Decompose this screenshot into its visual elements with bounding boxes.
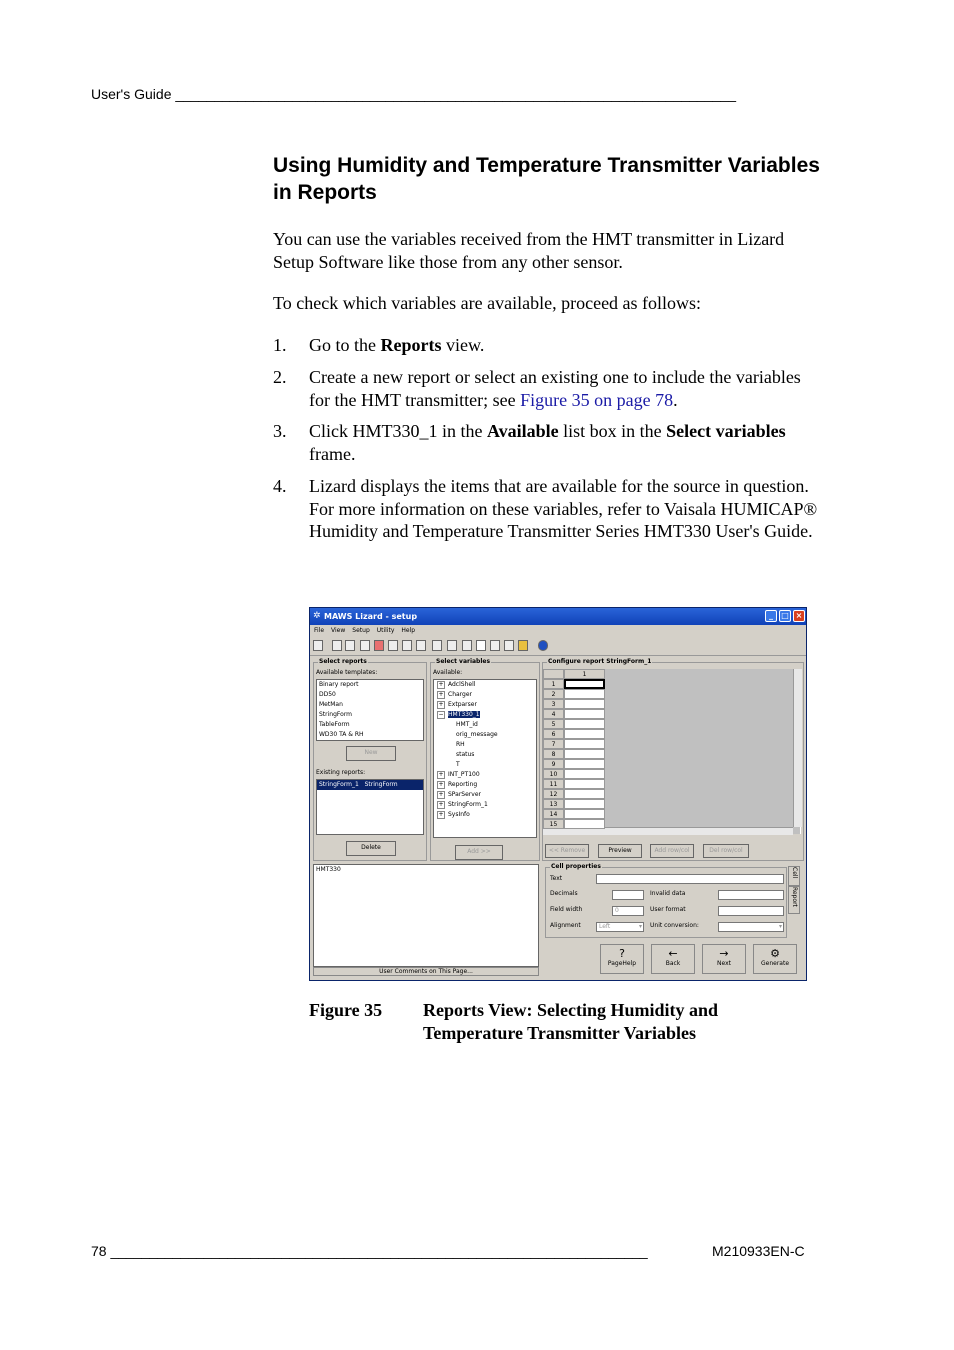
lizard-window — [309, 607, 807, 981]
templates-label: Available templates: — [316, 669, 378, 676]
select-variables-frame — [430, 658, 540, 861]
user-format-label: User format — [650, 906, 686, 913]
list-item[interactable]: Binary report — [319, 681, 359, 688]
grid-corner — [543, 669, 564, 679]
tree-item-label: RH — [456, 741, 465, 748]
menu-view[interactable]: View — [331, 627, 346, 634]
expand-icon[interactable]: + — [438, 801, 444, 808]
close-button[interactable]: × — [793, 610, 805, 622]
toolbar-button[interactable] — [345, 640, 355, 651]
toolbar-button[interactable] — [360, 640, 370, 651]
expand-icon[interactable]: + — [438, 691, 444, 698]
header-title: User's Guide — [91, 86, 172, 102]
tree-item[interactable] — [434, 770, 536, 780]
alignment-select[interactable]: Left ▾ — [596, 922, 644, 932]
tree-item-label: INT_PT100 — [448, 771, 480, 778]
arrow-left-icon: ← — [668, 947, 678, 960]
menu-setup[interactable]: Setup — [352, 627, 370, 634]
row-header[interactable]: 12 — [543, 789, 564, 799]
tree-item[interactable] — [434, 790, 536, 800]
remove-button[interactable]: << Remove — [545, 844, 589, 858]
header-rule: ________________________________________________________________________ — [175, 86, 736, 102]
list-item[interactable]: StringForm_1 StringForm — [317, 780, 423, 790]
tree-item-label: SParServer — [448, 791, 481, 798]
tree-item-label: orig_message — [456, 731, 498, 738]
toolbar-button[interactable] — [374, 640, 384, 651]
figure-title: Reports View: Selecting Humidity and Temperature Transmitter Variables — [423, 1000, 718, 1043]
row-header[interactable]: 11 — [543, 779, 564, 789]
tab-cell[interactable]: Cell — [788, 866, 800, 886]
new-button[interactable]: New — [346, 746, 396, 761]
toolbar-button[interactable] — [504, 640, 514, 651]
tree-item-label: Extparser — [448, 701, 477, 708]
grid-cell[interactable] — [564, 729, 605, 739]
add-row-col-button[interactable]: Add row/col — [650, 844, 694, 858]
existing-label: Existing reports: — [316, 769, 366, 776]
help-icon: ? — [619, 947, 625, 960]
decimals-field[interactable] — [612, 890, 644, 900]
grid-cell[interactable] — [564, 769, 605, 779]
tree-item-label: Charger — [448, 691, 472, 698]
tree-item[interactable] — [434, 810, 536, 820]
row-header[interactable]: 15 — [543, 819, 564, 829]
procedure-intro: To check which variables are available, proceed as follows: — [273, 293, 702, 313]
report-grid[interactable] — [543, 669, 801, 834]
window-title: MAWS Lizard - setup — [324, 612, 418, 621]
tree-item-label: Reporting — [448, 781, 478, 788]
expand-icon[interactable]: + — [438, 811, 444, 818]
tree-item[interactable] — [434, 680, 536, 690]
decimals-label: Decimals — [550, 890, 578, 897]
unit-conversion-label: Unit conversion: — [650, 922, 699, 929]
text-label: Text — [550, 875, 563, 882]
row-header[interactable]: 14 — [543, 809, 564, 819]
unit-conversion-select[interactable] — [718, 922, 784, 932]
page-footer — [91, 1243, 648, 1259]
grid-cell[interactable] — [564, 819, 605, 829]
field-width-field[interactable]: 0 — [612, 906, 644, 916]
tree-item[interactable] — [434, 780, 536, 790]
tree-item[interactable] — [434, 690, 536, 700]
expand-icon[interactable]: + — [438, 791, 444, 798]
maximize-button[interactable]: □ — [779, 610, 791, 622]
available-tree[interactable] — [433, 679, 537, 838]
grid-cell[interactable] — [564, 809, 605, 819]
add-button[interactable]: Add >> — [455, 845, 503, 860]
row-header[interactable]: 2 — [543, 689, 564, 699]
select-reports-frame — [313, 658, 427, 861]
toolbar-button[interactable] — [490, 640, 500, 651]
toolbar-button[interactable] — [416, 640, 426, 651]
preview-button[interactable]: Preview — [598, 844, 642, 858]
cell-properties-legend: Cell properties — [551, 863, 601, 870]
list-item[interactable]: StringForm — [319, 711, 353, 718]
expand-icon[interactable]: − — [438, 711, 444, 718]
grid-cell[interactable] — [564, 799, 605, 809]
toolbar-button[interactable] — [432, 640, 442, 651]
pagehelp-button[interactable]: ? PageHelp — [600, 944, 644, 974]
row-header[interactable]: 4 — [543, 709, 564, 719]
expand-icon[interactable]: + — [438, 681, 444, 688]
grid-cell[interactable] — [564, 739, 605, 749]
toolbar-button[interactable] — [447, 640, 457, 651]
page-number: 78 — [91, 1243, 107, 1259]
menu-help[interactable]: Help — [401, 627, 416, 634]
arrow-right-icon: → — [719, 947, 729, 960]
text-field[interactable] — [596, 874, 784, 884]
tree-item[interactable] — [434, 740, 536, 750]
grid-cell[interactable] — [564, 699, 605, 709]
vertical-scrollbar[interactable] — [793, 669, 802, 827]
window-titlebar — [310, 608, 806, 625]
tree-item-label: StringForm_1 — [448, 801, 488, 808]
chevron-down-icon: ▾ — [778, 923, 782, 930]
toolbar-button[interactable] — [402, 640, 412, 651]
list-item[interactable]: DD50 — [319, 691, 336, 698]
invalid-data-label: Invalid data — [650, 890, 686, 897]
figure-link[interactable]: Figure 35 on page 78 — [520, 389, 674, 410]
comments-text: HMT330 — [316, 866, 341, 873]
row-header[interactable]: 5 — [543, 719, 564, 729]
minimize-button[interactable]: _ — [765, 610, 777, 622]
section-heading: Using Humidity and Temperature Transmitter Variables in Reports — [273, 154, 820, 204]
tree-item[interactable] — [434, 710, 536, 720]
expand-icon[interactable]: + — [438, 781, 444, 788]
grid-empty-area — [605, 669, 800, 834]
cell-properties-frame — [545, 863, 787, 938]
comments-box[interactable] — [313, 864, 539, 967]
tree-item[interactable] — [434, 700, 536, 710]
app-icon: ✲ — [313, 611, 321, 621]
grid-cell[interactable] — [564, 679, 605, 689]
menu-utility[interactable]: Utility — [376, 627, 395, 634]
configure-report-frame — [542, 658, 804, 861]
tree-item[interactable] — [434, 730, 536, 740]
alignment-label: Alignment — [550, 922, 581, 929]
toolbar-button[interactable] — [313, 640, 323, 651]
tree-item-label: T — [456, 761, 460, 768]
tree-item[interactable] — [434, 750, 536, 760]
invalid-data-field[interactable] — [718, 890, 784, 900]
page-header — [91, 86, 736, 102]
field-width-label: Field width — [550, 906, 583, 913]
tree-item[interactable] — [434, 760, 536, 770]
user-format-field[interactable] — [718, 906, 784, 916]
tree-item-label: status — [456, 751, 475, 758]
toolbar-button[interactable] — [332, 640, 342, 651]
footer-rule: _____________________________________________________________________ — [110, 1243, 648, 1259]
delete-button[interactable]: Delete — [346, 841, 396, 856]
tree-item-label: HMT_id — [456, 721, 478, 728]
tree-item-label: HMT330_1 — [448, 711, 480, 718]
back-button[interactable]: ← Back — [651, 944, 695, 974]
expand-icon[interactable]: + — [438, 771, 444, 778]
list-item[interactable]: TableForm — [319, 721, 350, 728]
row-header[interactable]: 13 — [543, 799, 564, 809]
row-header[interactable]: 6 — [543, 729, 564, 739]
gears-icon: ⚙ — [770, 947, 780, 960]
toolbar-button[interactable] — [462, 640, 472, 651]
next-button[interactable]: → Next — [702, 944, 746, 974]
grid-cell[interactable] — [564, 789, 605, 799]
tree-item-label: SysInfo — [448, 811, 470, 818]
templates-list[interactable] — [316, 679, 424, 741]
select-reports-legend: Select reports — [319, 658, 367, 665]
comments-label[interactable]: User Comments on This Page... — [313, 967, 539, 976]
intro-paragraph: You can use the variables received from the HMT transmitter in Lizard Setup Software like those from any other sensor. — [273, 229, 785, 272]
existing-reports-list[interactable] — [316, 779, 424, 835]
configure-legend: Configure report StringForm_1 — [548, 658, 652, 665]
select-variables-legend: Select variables — [436, 658, 491, 665]
list-item[interactable]: MetMan — [319, 701, 343, 708]
grid-cell[interactable] — [564, 749, 605, 759]
row-header[interactable]: 9 — [543, 759, 564, 769]
row-header[interactable]: 10 — [543, 769, 564, 779]
info-icon[interactable] — [538, 640, 548, 651]
toolbar-button[interactable] — [476, 640, 486, 651]
tree-item[interactable] — [434, 800, 536, 810]
chevron-down-icon: ▾ — [638, 923, 642, 930]
grid-cell[interactable] — [564, 689, 605, 699]
tab-report[interactable]: Report — [788, 886, 800, 914]
document-id: M210933EN-C — [712, 1243, 805, 1259]
grid-cell[interactable] — [564, 759, 605, 769]
tree-item[interactable] — [434, 720, 536, 730]
grid-cell[interactable] — [564, 709, 605, 719]
grid-cell[interactable] — [564, 779, 605, 789]
generate-button[interactable]: ⚙ Generate — [753, 944, 797, 974]
column-header[interactable]: 1 — [564, 669, 605, 679]
toolbar-button[interactable] — [518, 640, 528, 651]
available-label: Available: — [433, 669, 463, 676]
row-header[interactable]: 3 — [543, 699, 564, 709]
list-item[interactable]: WD30 TA & RH — [319, 731, 364, 738]
grid-cell[interactable] — [564, 719, 605, 729]
expand-icon[interactable]: + — [438, 701, 444, 708]
figure-label: Figure 35 — [309, 1000, 383, 1020]
del-row-col-button[interactable]: Del row/col — [703, 844, 749, 858]
row-header[interactable]: 7 — [543, 739, 564, 749]
toolbar — [310, 637, 806, 656]
toolbar-button[interactable] — [388, 640, 398, 651]
menu-bar — [310, 625, 806, 636]
menu-file[interactable]: File — [314, 627, 325, 634]
row-header[interactable]: 8 — [543, 749, 564, 759]
row-header[interactable]: 1 — [543, 679, 564, 689]
tree-item-label: AdclShell — [448, 681, 476, 688]
